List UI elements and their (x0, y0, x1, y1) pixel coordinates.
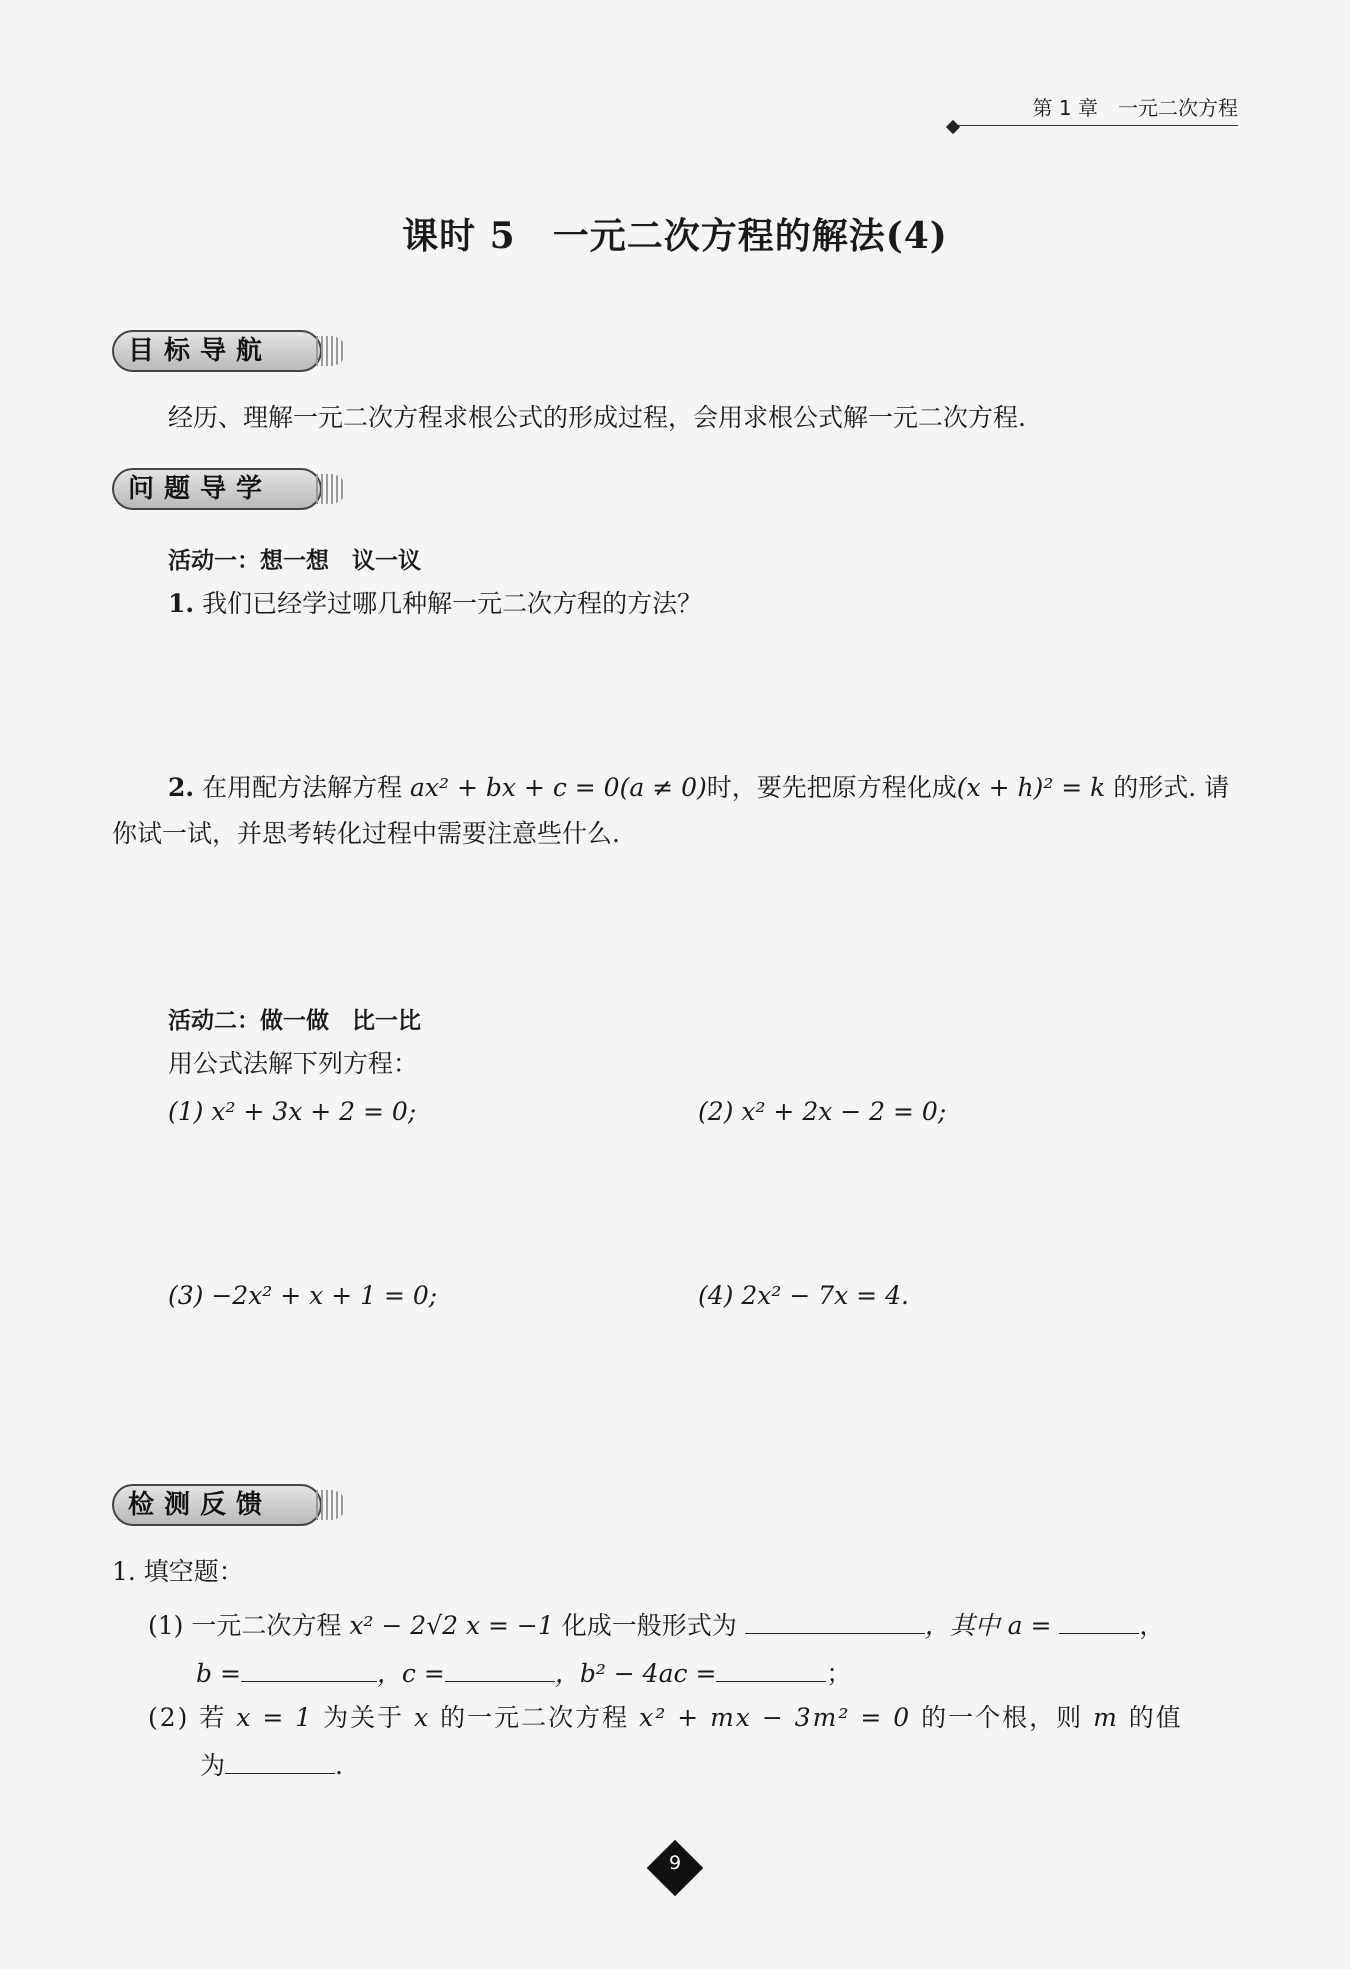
item-text: b = (196, 1659, 241, 1688)
section-badge-goal (112, 330, 322, 372)
equation: (x + h)² = k (956, 773, 1106, 802)
activity1-title: 活动一：想一想 议一议 (168, 548, 421, 574)
check-item-1-cont (196, 1652, 851, 1696)
equation: x² + mx − 3m² = 0 (639, 1703, 912, 1732)
answer-blank[interactable] (445, 1655, 555, 1682)
stripes-decoration (316, 336, 346, 366)
item-text: ； (826, 1659, 852, 1688)
answer-blank[interactable] (1059, 1607, 1139, 1634)
question-text: 在用配方法解方程 (202, 773, 403, 802)
check-item-1 (148, 1604, 1238, 1648)
activity2-intro: 用公式法解下列方程： (168, 1049, 419, 1078)
exercise-2: (2) x² + 2x − 2 = 0; (698, 1097, 947, 1126)
item-text: 的一元二次方程 (440, 1703, 630, 1732)
variable: x (414, 1703, 431, 1732)
item-text: 为关于 (323, 1703, 405, 1732)
exercise-1: (1) x² + 3x + 2 = 0; (168, 1097, 417, 1126)
answer-blank[interactable] (241, 1655, 377, 1682)
equation: ax² + bx + c = 0(a ≠ 0) (410, 773, 707, 802)
item-text: ，其中 a = (924, 1611, 1052, 1640)
question-number: 2. (168, 773, 195, 802)
section-badge-label: 问题导学 (128, 474, 273, 504)
section-badge-study (112, 468, 322, 510)
section-badge-check (112, 1484, 322, 1526)
item-text: (1) 一元二次方程 (148, 1611, 342, 1640)
running-head-text: 第 1 章 一元二次方程 (1032, 96, 1238, 120)
goal-text: 经历、理解一元二次方程求根公式的形成过程，会用求根公式解一元二次方程. (168, 403, 1026, 432)
item-text: 的一个根，则 (921, 1703, 1084, 1732)
lesson-title: 课时 5 一元二次方程的解法(4) (402, 215, 948, 257)
page-number: 9 (668, 1852, 682, 1874)
answer-blank[interactable] (716, 1655, 826, 1682)
equation: x² − 2√2 x = −1 (349, 1611, 554, 1640)
item-text: 的值 (1128, 1703, 1183, 1732)
question-number: 1. (168, 589, 195, 618)
exercise-3: (3) −2x² + x + 1 = 0; (168, 1281, 438, 1310)
answer-blank[interactable] (745, 1607, 925, 1634)
equation: x = 1 (236, 1703, 314, 1732)
check-item-2-cont (200, 1744, 343, 1788)
section-badge-label: 检测反馈 (128, 1490, 273, 1520)
section-badge-label: 目标导航 (128, 336, 273, 366)
question-text: 的形式. 请 (1113, 773, 1230, 802)
activity1-question-2-cont: 你试一试，并思考转化过程中需要注意些什么. (112, 819, 620, 848)
item-text: . (335, 1751, 343, 1780)
answer-blank[interactable] (225, 1747, 335, 1774)
stripes-decoration (316, 474, 346, 504)
activity2-title: 活动二：做一做 比一比 (168, 1008, 421, 1034)
item-text: 为 (200, 1751, 226, 1780)
running-head (958, 92, 1238, 126)
check-item-2 (148, 1696, 1238, 1740)
diamond-icon (946, 120, 960, 134)
item-text: ，b² − 4ac = (554, 1659, 717, 1688)
item-text: 化成一般形式为 (561, 1611, 737, 1640)
item-text: ， (1139, 1611, 1165, 1640)
item-text: ，c = (376, 1659, 445, 1688)
check-question-1: 1. 填空题： (112, 1557, 244, 1586)
activity1-question-2 (168, 766, 1238, 810)
question-text: 时，要先把原方程化成 (706, 773, 957, 802)
stripes-decoration (316, 1490, 346, 1520)
question-text: 我们已经学过哪几种解一元二次方程的方法？ (202, 589, 703, 618)
activity1-question-1 (168, 582, 702, 626)
item-text: (2) 若 (148, 1703, 227, 1732)
exercise-4: (4) 2x² − 7x = 4. (698, 1281, 909, 1310)
variable: m (1093, 1703, 1119, 1732)
